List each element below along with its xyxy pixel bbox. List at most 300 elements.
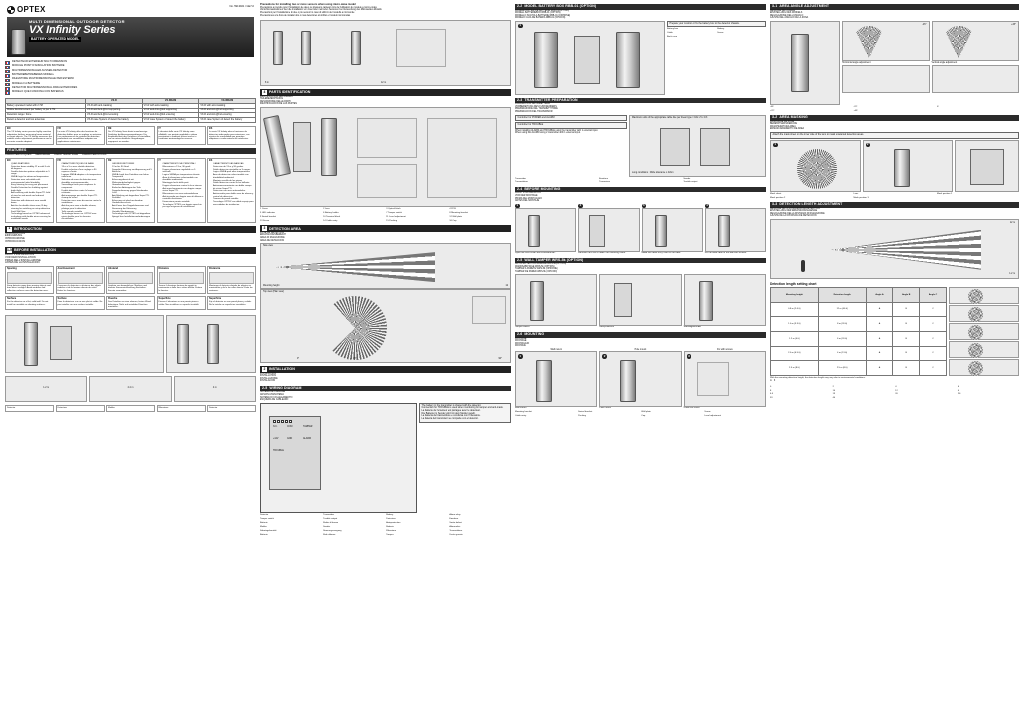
part-label: 11 Level adjustment <box>386 215 406 218</box>
step-number: 2 <box>866 142 869 147</box>
brand-name: OPTEX <box>17 4 46 14</box>
legend-item: Batterie <box>260 522 268 525</box>
transmitter-note-1: When installing ALARM and TROUBLE using the transmitter with 1 external input. <box>515 129 599 132</box>
install-card: Superficie Fije el detector en una pared plana y solida. No lo instale en superficies inestables. <box>207 296 256 311</box>
area-angle-subs: REGLAGE DE L'ANGLE EINSTELLUNG DES WINKELS REGOLAZIONE DELL'ANGOLO AJUSTE DEL ANGULO DE LA ZONA <box>770 9 809 20</box>
battery-box-illustration <box>515 21 665 95</box>
detector-body <box>620 360 636 402</box>
legend-item: Packing <box>578 414 586 417</box>
axis-tick: 10 <box>832 389 836 392</box>
battery-part-label: Cable <box>667 32 673 35</box>
length-chart-table <box>770 287 947 376</box>
legend-item: Emetteur <box>449 518 459 521</box>
detector-body <box>536 360 552 402</box>
step <box>515 204 576 255</box>
variant-row: MULTIDIMENSIONALER AUSSEN-DETEKTOR <box>5 70 256 74</box>
legend-item: Mask position 1 <box>937 192 953 195</box>
unit-m: m <box>770 379 772 382</box>
mount-caption: Pole mount <box>599 407 611 410</box>
fan-diagram <box>949 323 1019 340</box>
lang-cell-es: ES La serie VX Infinity ofrece funciones de deteccion adecuadas para exteriores, con ajustes de sensibilidad que permiten adaptarse a cada entorno de instalacion. <box>207 126 256 145</box>
dimension-diagram-2: 2.4 m <box>89 376 171 402</box>
terminal-pin[interactable] <box>277 420 280 423</box>
transmitter-note-2: When using the ALARM using 2 transmitter with 1 external input. <box>515 132 581 135</box>
legend-item: Stoerungsausgang <box>323 530 342 533</box>
section-3-3-length-adjustment <box>770 202 1019 279</box>
section-parts-heading: 4 PARTS IDENTIFICATION <box>260 89 511 96</box>
legend-item: Alarmrelais <box>449 526 461 529</box>
battery-part-label: Screw <box>717 32 724 35</box>
angle-caption-left: Horizontal angle adjustment <box>842 61 871 64</box>
length-chart-fans <box>949 287 1019 376</box>
section-1-5-subs: AVANT L'INSTALLATION VOR DER INSTALLATION PRIMA DELL'INSTALLAZIONE ANTES DE LA INSTALACION <box>5 252 41 265</box>
part-label: 3 Optical block <box>386 207 401 210</box>
angle-value: -22° <box>853 105 858 108</box>
beam-pattern <box>831 230 981 270</box>
axis-tick: 40 <box>832 397 836 400</box>
axis-tick: 6 <box>957 385 960 388</box>
length-chart-title: Detection length setting chart <box>770 281 817 286</box>
column4-footer-legend <box>770 386 1019 400</box>
section-1-5-before-installation <box>5 247 256 310</box>
detector-body <box>528 215 540 247</box>
caption-cell: Melder <box>106 405 155 411</box>
table-row: 2.5 m (8 ft) 2.5 m (8 ft) A B C <box>771 361 947 376</box>
detector-body <box>24 322 38 366</box>
install-card: Surface Fixer le detecteur sur un mur plat et solide. Ne pas installer sur une surface instable. <box>56 296 105 311</box>
legend-item: Detecteur <box>386 518 396 521</box>
parts-exploded-illustration <box>260 107 511 207</box>
detector-pcb <box>50 326 72 360</box>
battery-box-notes <box>667 21 766 95</box>
step-number: 2 <box>579 203 582 208</box>
caption-cell: Detector <box>5 405 54 411</box>
section-1-5-heading: 1-5 BEFORE INSTALLATION <box>5 247 256 254</box>
illustration <box>159 272 204 284</box>
legend-item: Transmitter <box>323 514 335 517</box>
masking-note: Attach the mask sheet on the inner side of the lens to mask unwanted detection areas. <box>770 132 1019 139</box>
axis-tick: 6.5 <box>770 393 774 396</box>
product-line: MULTI DIMENSIONAL OUTDOOR DETECTOR <box>29 18 125 24</box>
step <box>705 204 766 255</box>
models-and-manuals <box>5 61 256 95</box>
table-row: Battery operated model with 2.7M VX-R with anti-masking VX-R with anti-masking VX-R with anti-masking <box>6 104 256 109</box>
angle-caption-right: Vertical angle adjustment <box>931 61 958 64</box>
transmitter-heading: 2-3 TRANSMITTER PREPARATION <box>515 98 766 104</box>
legend-item: Trouble output <box>683 181 698 184</box>
detector-cover <box>263 115 291 177</box>
part-label: 7 Tamper switch <box>386 211 403 214</box>
section-2-2-battery-box <box>515 4 766 95</box>
install-cards-row2 <box>5 296 256 311</box>
lens-illustration <box>357 164 417 198</box>
features-columns <box>5 158 256 223</box>
terminal-pin[interactable] <box>273 420 276 423</box>
install-card: Flaeche Den Detektor an einer ebenen, festen Wand befestigen. Nicht auf instabilen Flaechen montieren. <box>106 296 155 311</box>
table-row: 1.0 m (3.3 ft) 8 m (26 ft) A B C <box>771 317 947 332</box>
length-adjust-illustration: 12 m 1.2 m <box>770 219 1019 279</box>
section-3-detection-area <box>260 225 511 363</box>
step-number: 1 <box>519 23 522 28</box>
legend-item: Melder <box>260 526 267 529</box>
lang-cell-de: DE Die VX Infinity Serie bietet zuverlaessige Detektion bei Aussenanwendungen. Die Empfindlichkeit des Detektors ist einstellbar, um an unterschiedliche Umgebungen angepasst zu werden. <box>106 126 155 145</box>
variant-row: MODELLO A BATTERIE <box>5 83 256 87</box>
flag-icon <box>5 66 10 69</box>
legend-item: Battery <box>386 514 394 517</box>
fan-pattern <box>323 296 387 360</box>
optex-mark-icon <box>7 6 15 14</box>
fan-pattern <box>968 289 983 304</box>
part-label: 16 Cap <box>449 219 457 222</box>
detector-body <box>699 281 713 321</box>
install-card: Avertissement Conserver le detecteur a distance des objets mobiles et de la lumiere directe du soleil. Eviter les fenetres. <box>56 266 105 294</box>
section-3-subs: ZONE DE DETECTION ERFASSUNGSBEREICH AREA DI RILEVAZIONE AREA DE DETECCION <box>260 231 286 242</box>
detector-back-case <box>321 118 337 176</box>
column-4 <box>770 4 1019 720</box>
step-number: 1 <box>519 353 522 358</box>
features-col-en: EN • QUAD FEATURES • Detection beam stability 12 m with 5 m/s tilt degrees • Double detection pattern adjustable in 5 range • SMDA Logic for advanced temperature • Detection area selectable with environmental initial durability • Easy listening for easy part placement • Double Detection for shielding against bright light • Anti-masking with double SuperTTL field of view for anti-mask and reduced detection • Detection with deterrent area vandal beam • Anti-fire for double alarm zone, R-day steering for switching on setup detection • Fault Wall Size • Technology based on OPTEX advanced technology with double mirror sensing for installation needs <box>5 158 54 223</box>
pole-mount-label: Pole mount <box>634 348 647 351</box>
section-2-3-transmitter <box>515 98 766 184</box>
angle-value: +22° <box>770 109 775 112</box>
detector-body <box>273 31 283 65</box>
variant-row: MODELO QUE FUNCIONA CON BATERIAS <box>5 91 256 95</box>
install-cards-row1 <box>5 266 256 294</box>
optex-logo <box>7 6 46 15</box>
legend-item: Sabotagekontakt <box>260 530 277 533</box>
detector-illustrations <box>5 315 256 373</box>
axis-tick: 26 <box>957 393 961 396</box>
detector-body <box>718 215 730 247</box>
detector-body <box>791 34 809 92</box>
section-3-2-parts-identification <box>260 89 511 222</box>
step-caption: Fix the back case to the wall with screws. <box>704 252 747 255</box>
flag-icon <box>5 70 10 73</box>
illustration <box>58 272 103 284</box>
angle-value: -45° <box>770 105 775 108</box>
angle-detail-2 <box>932 65 1020 93</box>
legend-item: Swivel bracket <box>578 410 593 413</box>
wall-tamper-subs: AUTOPROTECTION MURALE WRS-5k(OPTION) WANDSABOTAGE WRS-5k (OPTION) TAMPER A PARETE WRS-5k (OPZIONE) TAMPER DE PARED WRS-5k (OPCION) <box>515 263 567 273</box>
illustration <box>209 272 254 284</box>
step-number: 3 <box>642 203 645 208</box>
horizontal-angle-chart: -45° <box>842 21 930 61</box>
legend-item: Sender <box>323 526 331 529</box>
variant-row: BATTERIEBETRIEBENES MODELL <box>5 74 256 78</box>
step-illustration <box>515 208 576 252</box>
transmitter-pcb <box>700 128 730 166</box>
axis-tick: 2 <box>832 385 834 388</box>
length-chart-footer: With the mounting detection height, the detection length may vary due to environmental conditions. <box>770 377 866 380</box>
legend-item: Mask sheet <box>770 192 782 195</box>
angle-values <box>770 106 1019 112</box>
detector-body <box>301 31 311 65</box>
section-2-heading: 2 INSTALLATION <box>260 366 511 373</box>
length-chart-block <box>770 282 1019 383</box>
part-label: 12 Wall plate <box>449 215 462 218</box>
precautions-head: Precautions for installing two or more sensors when using micro-wave model <box>260 3 356 6</box>
section-2-4-before-mounting <box>515 187 766 255</box>
part-label: 10 Terminal block <box>323 215 341 218</box>
terminal-block[interactable] <box>273 420 292 423</box>
bracket-illustration <box>357 118 417 158</box>
features-col-es: ES • CARACTERISTICAS BASICAS • Deteccion de 13 m y 90 grados • Doble deteccion ajustable en 5 rangos • Logica SMDA para altas temperaturas • Area de deteccion seleccionable con durabilidad ambiental • Montaje sencillo de las piezas • Doble deteccion contra la luz brillante • Antienmascaramiento con doble campo de vision SuperTTL • Deteccion con area antivandalica • Antiincendio para doble zona de alarma y control de deteccion • Tamano de pared variable • Tecnologia OPTEX con doble espejo para necesidades de instalacion <box>207 158 256 223</box>
detector-pcb <box>293 122 311 172</box>
detector-mounting-illustration <box>166 315 256 373</box>
mount-caption: Close the cover <box>683 407 700 410</box>
step <box>515 274 597 329</box>
language-intro-grid <box>5 126 256 145</box>
masking-heading: 3-2 AREA MASKING <box>770 115 1019 121</box>
before-mounting-subs: AVANT L'INSTALLATION VOR DER MONTAGE PRIMA DEL MONTAGGIO ANTES DEL MONTAJE <box>515 192 542 203</box>
part-label: 6 Battery holder <box>323 211 339 214</box>
battery-part-label: Battery <box>717 28 725 31</box>
mounting-heading: 2-6 MOUNTING <box>515 332 766 338</box>
terminal-pin[interactable] <box>289 420 292 423</box>
legend-item: Autoprotection <box>386 522 401 525</box>
tamper-illustration <box>515 274 597 326</box>
legend-item: Batterie <box>386 526 394 529</box>
table-header-row: Mounting height Detection length Angle A Angle B Angle C <box>771 288 947 303</box>
section-1-subs: INTRODUCTION EINFUHRUNG INTRODUZIONE INTRODUCCION <box>5 231 26 244</box>
lang-cell-it: IT I rilevatori della serie VX Infinity sono affidabili, con portata regolabile e ottime prestazioni in ambienti esterni anche in condizioni meteorologiche avverse. <box>157 126 206 145</box>
step-number: 2 <box>603 353 606 358</box>
variant-row: MODULE POINT D'ANNULATION BATTERIE <box>5 65 256 69</box>
wiring-note: The battery in the transmitter is shared with the detector. Connection for TROUBLE is used when monitoring for tamper and anti-mask. La batterie de l'emetteur est partagee avec le detecteur. Die Batterie im Sender wird mit dem Melder geteilt. La batteria del trasmettitore e condivisa con il rilevatore. La bateria del transmisor se comparte con el detector. <box>419 403 511 423</box>
install-card: Surface Fix the detector on a flat, solid wall. Do not install on unstable or vibrating surfaces. <box>5 296 54 311</box>
part-label: 13 Screw <box>260 219 270 222</box>
tamper-illustration <box>599 274 681 326</box>
legend-item: Mask position 2 <box>770 196 786 199</box>
legend-item: Cap <box>641 414 646 417</box>
angle-value: 0° <box>937 105 940 108</box>
flag-icon <box>5 61 10 64</box>
step-caption: Sabotagekontakt <box>683 326 701 329</box>
transmitter-controllers <box>515 115 627 177</box>
step-caption: Remove the PCB to reach the mounting holes. <box>578 252 626 255</box>
part-label: 2 Lens <box>323 207 330 210</box>
spec-col-1: VX-R <box>86 99 143 104</box>
table-row: Detection range / Zone VX-R and Anti-@lnd ensuring VX-R and Anti-@lnd ensuring VX-R and Anti-@lnd ensuring <box>6 113 256 118</box>
fan-pattern <box>968 325 983 340</box>
beam-pattern <box>275 252 435 282</box>
section-2-installation <box>260 366 511 383</box>
battery-box-subs: MODELE BOITIER DE BATTERIE RBB-01(OPTION) MODELL BATTERIEBOX RBB-01 (OPTION) MODELLO SCATOLA BATTERIE RBB-01 (OPZIONE) MODELO CAJA DE BATERIA RBB-01 (OPCION) <box>515 9 571 20</box>
legend-item: Mask position 3 <box>853 196 869 199</box>
step-illustration <box>705 208 766 252</box>
battery-part-label: Battery box <box>667 28 679 31</box>
column-1 <box>5 4 256 720</box>
illustration <box>7 272 52 284</box>
legend-item: Trouble output <box>323 518 338 521</box>
wall-tamper-steps <box>515 274 766 329</box>
product-name: VX Infinity Series <box>29 24 116 37</box>
features-heading: FEATURES <box>5 148 256 154</box>
wiring-notes <box>419 403 511 513</box>
wiring-diagram: N.C. COM TAMPER +12V GND ALARM TROUBLE <box>260 403 417 513</box>
before-mounting-steps <box>515 204 766 255</box>
legend-item: Sortie defaut <box>449 522 462 525</box>
specification-table <box>5 98 256 122</box>
axis-tick: 4 <box>895 385 897 388</box>
section-1-introduction <box>5 226 256 244</box>
length-subs: REGLAGE DE LA LONGUEUR DE DETECTION EINSTELLUNG DER ERFASSUNGSLAENGE REGOLAZIONE DELLA DISTANZA DI RILEVAZIONE AJUSTE DE LA DISTANCIA DE DETECCION <box>770 207 825 218</box>
install-card: Superficie Fissare il rilevatore su una parete piana e solida. Non installare su superfici instabili. <box>157 296 206 311</box>
parts-subs: IDENTIFICATION DES PIECES TEILEBEZEICHNUNG DESCRIZIONE DELLE PARTI IDENTIFICACION DE LAS PARTES <box>260 95 297 106</box>
table-row: 1.2 m (4 ft) 6 m (20 ft) A B C <box>771 332 947 347</box>
fan-pattern <box>968 361 983 376</box>
fan-pattern <box>853 26 885 58</box>
part-label: 1 Cover <box>260 207 268 210</box>
part-label: 5 LED indicator <box>260 211 275 214</box>
axis-tick: 8 <box>770 389 772 392</box>
mounting-subs: MONTAGE MONTAGE MONTAGGIO MONTAJE <box>515 337 530 348</box>
variant-row: RILEVATORE MULTIDIMENSIONALE PER ESTERNI <box>5 78 256 82</box>
terminal-pin[interactable] <box>285 420 288 423</box>
detector-back <box>530 281 544 321</box>
title-block <box>5 4 256 58</box>
caption-cell: Detector <box>207 405 256 411</box>
legend-item: Sender <box>683 177 691 180</box>
axis-tick: 13 <box>832 393 836 396</box>
transmitter-subs: PREPARATION DE L'EMETTEUR VORBEREITUNG DES FUNKSENDERS PREPARAZIONE DEL TRASMETTITORE PREPARACION DEL TRANSMISOR <box>515 103 558 113</box>
axis-tick: 0 <box>770 385 772 388</box>
unit-ft: ft <box>773 379 776 382</box>
legend-item: Batteria <box>260 534 268 536</box>
mounting-legend <box>515 411 766 417</box>
legend-item: Screw <box>704 410 711 413</box>
person-figure-icon <box>801 260 805 272</box>
legend-item: Rilevatore <box>386 530 397 533</box>
install-card: Distanza Tenere il rilevatore lontano da oggetti in movimento e dalla luce solare diretta. Evitare le finestre. <box>157 266 206 294</box>
part-label: 9 Swivel bracket <box>260 215 276 218</box>
legend-item: Alarm relay <box>449 514 461 517</box>
step-number: 1 <box>774 142 777 147</box>
features-sub-es: CARACTERISTICAS <box>81 153 107 157</box>
parts-legend <box>260 208 511 222</box>
wiring-legend <box>260 514 511 536</box>
fan-diagram <box>949 305 1019 322</box>
legend-item: Transmisor <box>599 181 611 184</box>
table-row: 2.0 m (6.5 ft) 4 m (13 ft) A B C <box>771 346 947 361</box>
section-3-2-area-masking <box>770 115 1019 199</box>
legend-item: Tamper <box>386 534 394 536</box>
detector-back <box>655 215 667 247</box>
fan-pattern <box>797 149 837 189</box>
step <box>642 204 703 255</box>
flag-icon <box>5 91 10 94</box>
part-label: 8 Mounting bracket <box>449 211 468 214</box>
section-2-5-wiring <box>260 386 511 536</box>
spec-col-3: VX-IRDAM <box>199 99 256 104</box>
wall-mount-label: Wall mount <box>550 348 562 351</box>
variant-row: DETECTOR MULTIDIMENSIONAL PARA EXTERIORES <box>5 87 256 91</box>
detector-body <box>894 149 910 187</box>
legend-item: Lens <box>853 192 859 195</box>
step-illustration <box>642 208 703 252</box>
screw-label: Fix with screws <box>717 348 733 351</box>
lang-cell-en: EN The VX Infinity series passive highly sensitive adaptation furthers measuring beam material or target objects. The VX Infinity measures the outdoor status adjustment performance and is accurate sounds adapted. <box>5 126 54 145</box>
install-card: Spacing Keep detector away from moving objects and from direct sunlight. Avoid windows and reflective surfaces near the detection area. <box>5 266 54 294</box>
section-2-5-wall-tamper <box>515 258 766 329</box>
terminal-pin[interactable] <box>281 420 284 423</box>
wiring-heading: 2-5 WIRING DIAGRAM <box>260 386 511 392</box>
fan-pattern <box>968 307 983 322</box>
detector-pcb <box>589 215 605 247</box>
part-label: 15 Packing <box>386 219 398 222</box>
legend-item: Emetteur <box>599 177 609 180</box>
page-columns <box>5 4 1019 720</box>
features-col-fr: FR • CARACTERISTIQUES DE BASE • 13 m x 5 m avec double detection • Double selection d'une reglage a 90 espaces d'unite • Logique SMDA adaptee a la temperature exterieure • Selection de zone de detection avec durabilite environnementale • Verrouillage facile pour emplacer le composant • Double detection contre la lumiere eclatante • Anti-masquage par double SuperTTL champ de vision • Detection avec zone dissuasive contre le vandalisme • Anti-feu pour zone a double alarme, pilotage pour la detection • Taille murale variable • Technologie basee sur OPTEX avec miroir double pour les besoins d'installation <box>56 158 105 223</box>
section-1-heading: 1 INTRODUCTION <box>5 226 256 233</box>
step <box>684 274 766 329</box>
area-angle-heading: 3-1 AREA ANGLE ADJUSTMENT <box>770 4 1019 10</box>
step-number: 1 <box>516 203 519 208</box>
dimension-diagram-3: 4 m <box>174 376 256 402</box>
fan-diagram <box>949 341 1019 358</box>
tamper-pcb <box>614 283 632 317</box>
features-sub-fr: CARACTERISTIQUES <box>5 153 32 157</box>
step-number: 4 <box>706 203 708 208</box>
step-illustration <box>578 208 639 252</box>
flag-icon <box>5 83 10 86</box>
variant-row: DETECTEUR EXTERIEUR MULTI DIMENSION <box>5 61 256 65</box>
lang-cell-fr: FR La serie VX Infinity offre des fonctions de detection fiables pour un reglage en exterieur. Les performances du systeme de detection permettent une surveillance adaptee aux applications exterieures. <box>56 126 105 145</box>
legend-item: Wall plate <box>641 410 651 413</box>
transmitter-illustration: Maximum units of the appropriate cable line per linear type = 10k x 5 x 1/3 Long conditions : Wide tolerance x 4ohm <box>629 115 766 177</box>
axis-tick: 12 <box>895 389 898 392</box>
battery-box-body <box>534 32 558 88</box>
battery-box-cover <box>616 32 640 88</box>
vertical-angle-chart: +45° <box>932 21 1020 61</box>
battery-box-heading: 2-2 MODEL BATTERY BOX RBB-01 (OPTION) <box>515 4 766 10</box>
angle-detail-1 <box>842 65 930 93</box>
controller-trouble[interactable]: Controller for TROUBLE <box>515 122 627 129</box>
transmitter-legend <box>515 178 766 184</box>
controller-power-alarm[interactable]: Controller for POWER and ALARM <box>515 115 627 122</box>
legend-item: Level adjustment <box>704 414 721 417</box>
section-2-subs: INSTALLATION INSTALLATION INSTALLAZIONE INSTALACION <box>260 372 278 383</box>
features-col-de: DE • GRUNDFUNKTIONEN • 13 m bis 90 Grad • Doppelte Erfassung zur Anpassung auf 5 Bereiche • SMDA-Logik fuer Detektion von hoher Temperatur • Erfassungsbereich mit Widerstandsfaehigkeit gegen Umwelteinfluesse • Einfaches Anbringen der Teile • Doppelerkennung gegen blendendes Licht • Anti-Masking mit doppeltem SuperTTL Sichtfeld • Erfassung mit abschreckendem Vandalismusschutz • Anti-Feuer fuer Doppelalarmzone und Steuerung der Erfassung • Variable Wandgroesse • Technologie von OPTEX mit doppeltem Spiegel fuer Installationsanforderungen <box>106 158 155 223</box>
step-caption: Tamper switch <box>515 326 530 329</box>
step-number: 3 <box>688 353 690 358</box>
battery-note: Prepare your monitor or fix the battery box to the detector chassis. <box>667 21 766 28</box>
mount-caption: Wall mount <box>515 407 527 410</box>
table-row: Detect a detector and two antennas VX-R case System of detect the battery VX-R case System of detect the battery VX-R case System of detect the battery <box>6 118 256 123</box>
fan-diagram <box>949 359 1019 376</box>
product-image <box>11 29 26 55</box>
product-banner <box>7 17 254 57</box>
flag-icon <box>5 79 10 82</box>
variants-list <box>5 61 256 95</box>
install-card: Abstand Detektor von beweglichen Objekten und direkter Sonneneinstrahlung fernhalten. Fenster vermeiden. <box>106 266 155 294</box>
legend-item: Mounting bracket <box>515 410 532 413</box>
tamper-illustration <box>684 274 766 326</box>
length-heading: 3-3 DETECTION LENGTH ADJUSTMENT <box>770 202 1019 208</box>
before-mounting-heading: 2-4 BEFORE MOUNTING <box>515 187 766 193</box>
section-3-1-area-angle <box>770 4 1019 112</box>
caption-cell: Detecteur <box>56 405 105 411</box>
wall-tamper-heading: 2-5 WALL TAMPER WRS-5k (OPTION) <box>515 258 766 264</box>
table-row: Mobile Reinforcement per battery or per 2.7M VX-R and Anti-@lnd supporting VX-R and Anti-@lnd supporting VX-R and Anti-@lnd supporting <box>6 108 256 113</box>
section-2-6-mounting <box>515 332 766 417</box>
masking-subs: MASQUAGE DE ZONE BEREICHSMASKIERUNG MASCHERATURA AREA ENMASCARAMIENTO DE AREA <box>770 120 805 131</box>
step <box>578 204 639 255</box>
top-view-detection-chart: Top view (Plan view) 0° 45° 90° <box>260 289 511 363</box>
document-number: No. 5913921 / GE7-0 <box>229 4 254 8</box>
table-row: 0.8 m (2.6 ft) 12 m (40 ft) A B C <box>771 302 947 317</box>
side-view-detection-chart: Side view Mounting height 12 <box>260 243 511 289</box>
